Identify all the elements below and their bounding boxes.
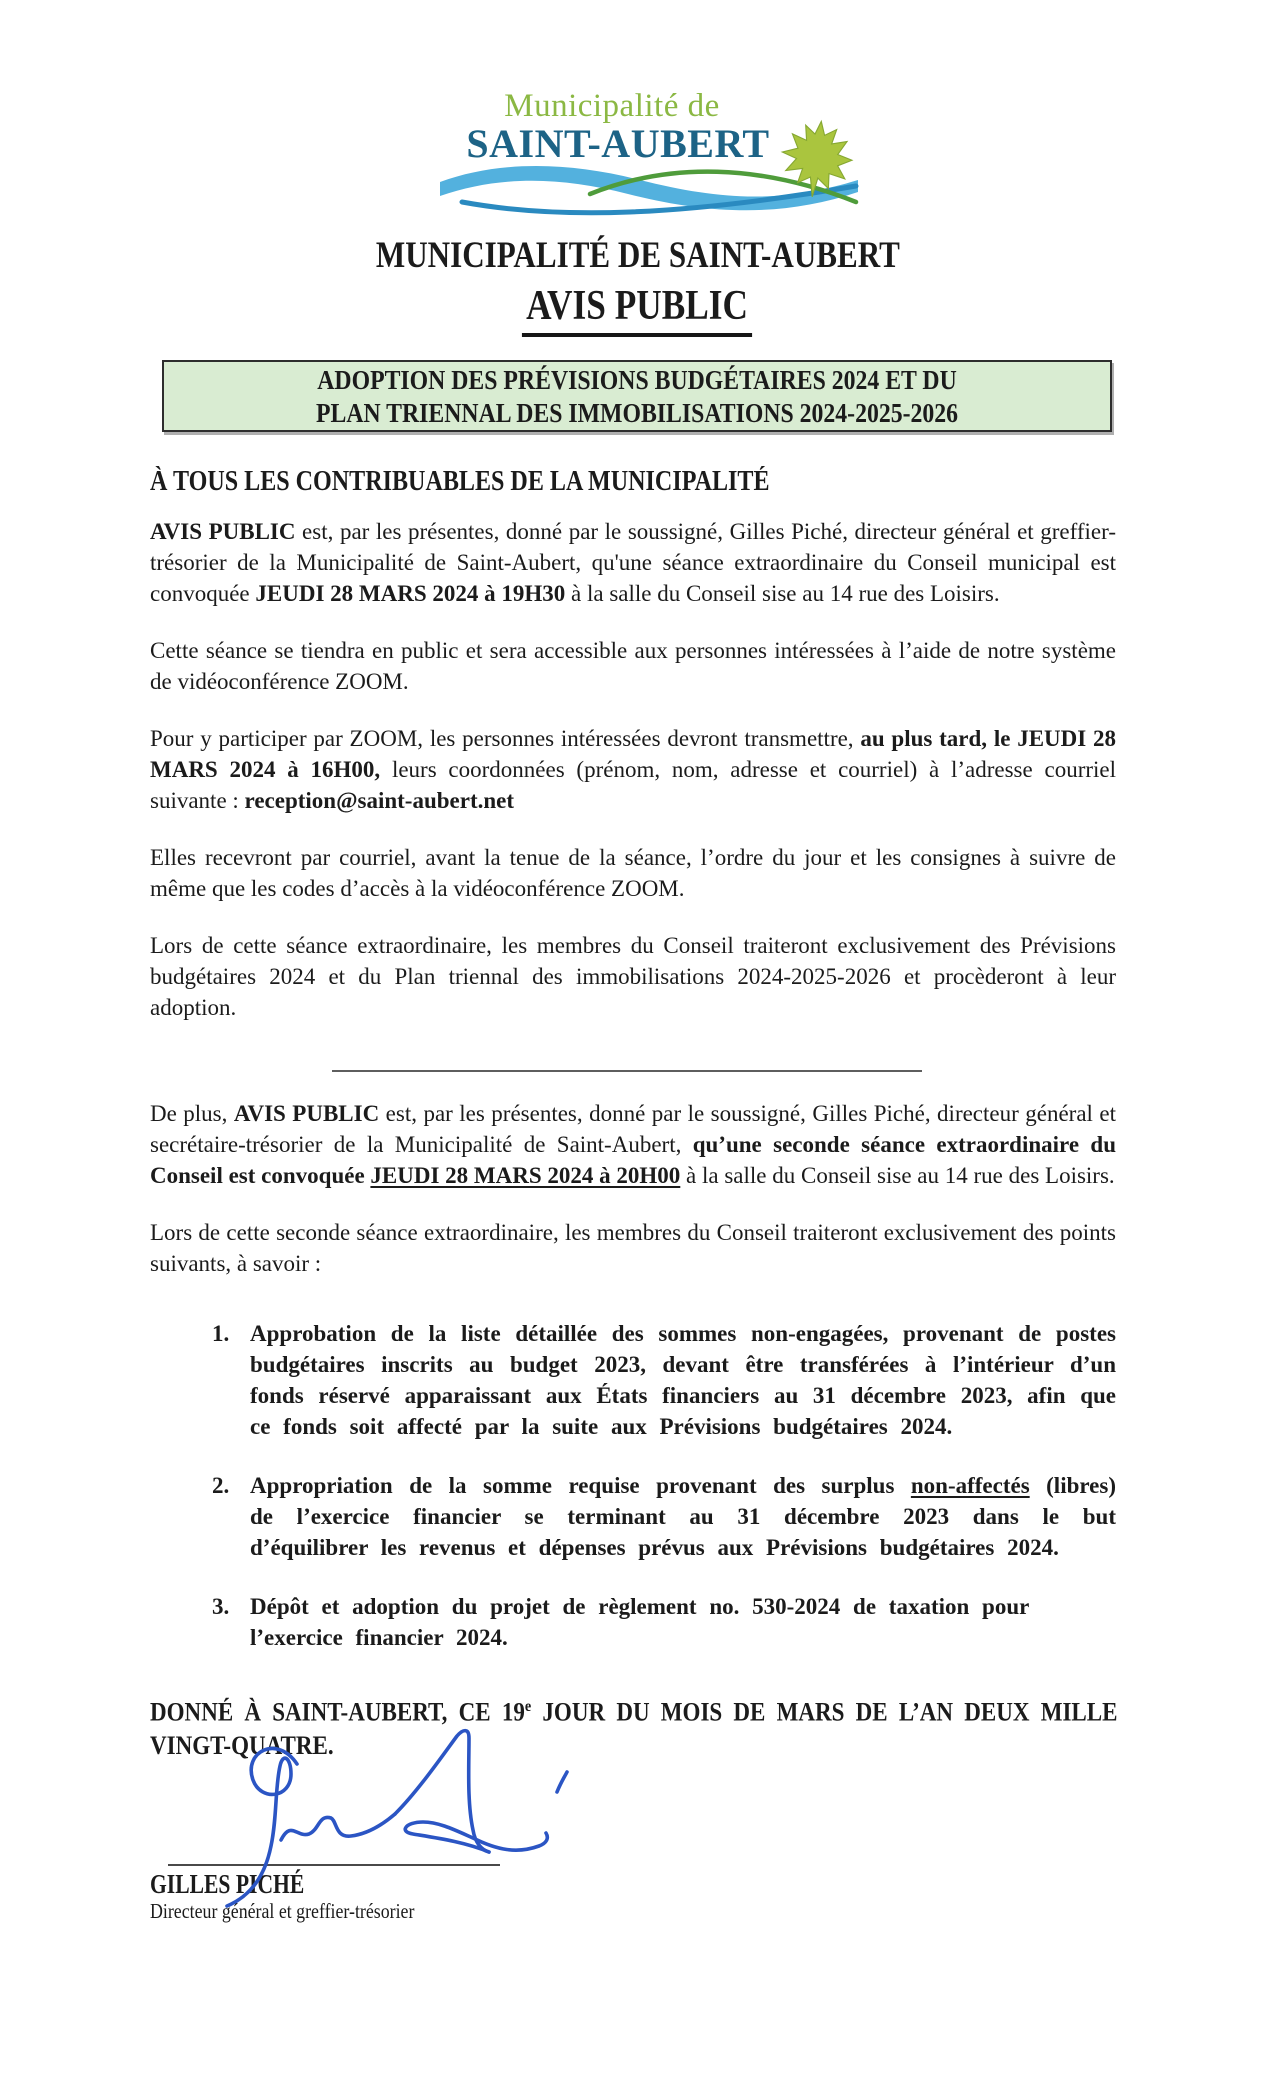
- second-session-datetime: JEUDI 28 MARS 2024 à 20H00: [370, 1163, 681, 1188]
- subject-banner: [162, 360, 1112, 432]
- closing-statement: DONNÉ À SAINT-AUBERT, CE 19e JOUR DU MOIS DE MARS DE L’AN DEUX MILLE VINGT-QUATRE.: [150, 1697, 1118, 1760]
- notice-heading-row: [0, 282, 1275, 337]
- banner-line-2: PLAN TRIENNAL DES IMMOBILISATIONS 2024-2025-2026: [315, 398, 959, 428]
- document-title-row: [0, 234, 1275, 277]
- maple-leaf-icon: [773, 113, 860, 205]
- list-item-2: [150, 1470, 1116, 1563]
- paragraph-1: AVIS PUBLIC est, par les présentes, donné par le soussigné, Gilles Piché, directeur général et greffier-trésorier de la Municipalité de Saint-Aubert, qu'une séance extraordinaire du Conseil municipal est convoquée JEUDI 28 MARS 2024 à 19H30 à la salle du Conseil sise au 14 rue des Loisirs.: [150, 519, 1116, 606]
- logo-saint-aubert-text: SAINT-AUBERT: [466, 121, 770, 166]
- agenda-list: [150, 1318, 1116, 1681]
- list-item-1: [150, 1318, 1116, 1442]
- section-divider: [332, 1070, 922, 1072]
- notice-body-first: [150, 516, 1116, 1049]
- paragraph-5: Lors de cette séance extraordinaire, les membres du Conseil traiteront exclusivement des Prévisions budgétaires 2024 et du Plan triennal des immobilisations 2024-2025-2026 et procèderont à leur adoption.: [150, 933, 1116, 1020]
- paragraph-6: De plus, AVIS PUBLIC est, par les présentes, donné par le soussigné, Gilles Piché, directeur général et secrétaire-trésorier de la Municipalité de Saint-Aubert, qu’une seconde séance extraordinaire du Conseil est convoquée JEUDI 28 MARS 2024 à 20H00 à la salle du Conseil sise au 14 rue des Loisirs.: [150, 1101, 1116, 1188]
- item-number: 1.: [212, 1321, 230, 1346]
- item-text: Dépôt et adoption du projet de règlement no. 530-2024 de taxation pour l’exercice financier 2024.: [250, 1594, 1029, 1650]
- document-title: MUNICIPALITÉ DE SAINT-AUBERT: [375, 235, 900, 276]
- logo-municipalite-de-text: Municipalité de: [504, 88, 720, 124]
- email-address: reception@saint-aubert.net: [244, 788, 515, 813]
- first-session-datetime: JEUDI 28 MARS 2024 à 19H30: [255, 581, 566, 606]
- paragraph-4: Elles recevront par courriel, avant la tenue de la séance, l’ordre du jour et les consignes à suivre de même que les codes d’accès à la vidéoconférence ZOOM.: [150, 845, 1116, 901]
- item-text: Appropriation de la somme requise provenant des surplus non-affectés (libres) de l’exercice financier se terminant au 31 décembre 2023 dans le but d’équilibrer les revenus et dépenses prévus aux Prévisions budgétaires 2024.: [250, 1473, 1116, 1560]
- signatory-name: GILLES PICHÉ: [150, 1869, 305, 1899]
- item-text: Approbation de la liste détaillée des sommes non-engagées, provenant de postes budgétaires inscrits au budget 2023, devant être transférées à l’intérieur d’un fonds réservé apparaissant aux États financiers au 31 décembre 2023, afin que ce fonds soit affecté par la suite aux Prévisions budgétaires 2024.: [250, 1321, 1116, 1439]
- paragraph-3: Pour y participer par ZOOM, les personnes intéressées devront transmettre, au plus tard, le JEUDI 28 MARS 2024 à 16H00, leurs coordonnées (prénom, nom, adresse et courriel) à l’adresse courriel suivante : reception@saint-aubert.net: [150, 726, 1116, 813]
- item-number: 2.: [212, 1473, 230, 1498]
- notice-body-second: [150, 1098, 1116, 1305]
- paragraph-7: Lors de cette seconde séance extraordinaire, les membres du Conseil traiteront exclusivement des points suivants, à savoir :: [150, 1220, 1116, 1276]
- paragraph-2: Cette séance se tiendra en public et sera accessible aux personnes intéressées à l’aide de notre système de vidéoconférence ZOOM.: [150, 638, 1116, 694]
- list-item-3: [150, 1591, 1116, 1653]
- avis-public-heading: AVIS PUBLIC: [522, 282, 752, 337]
- municipality-logo: [440, 80, 880, 240]
- item-number: 3.: [212, 1594, 230, 1619]
- banner-line-1: ADOPTION DES PRÉVISIONS BUDGÉTAIRES 2024 ET DU: [317, 365, 957, 395]
- handwritten-signature: [185, 1726, 605, 1916]
- registration-deadline: au plus tard, le JEUDI 28 MARS 2024 à 16H00,: [150, 726, 1116, 782]
- signatory-title: Directeur général et greffier-trésorier: [150, 1899, 415, 1923]
- salutation-heading: À TOUS LES CONTRIBUABLES DE LA MUNICIPALITÉ: [150, 466, 770, 497]
